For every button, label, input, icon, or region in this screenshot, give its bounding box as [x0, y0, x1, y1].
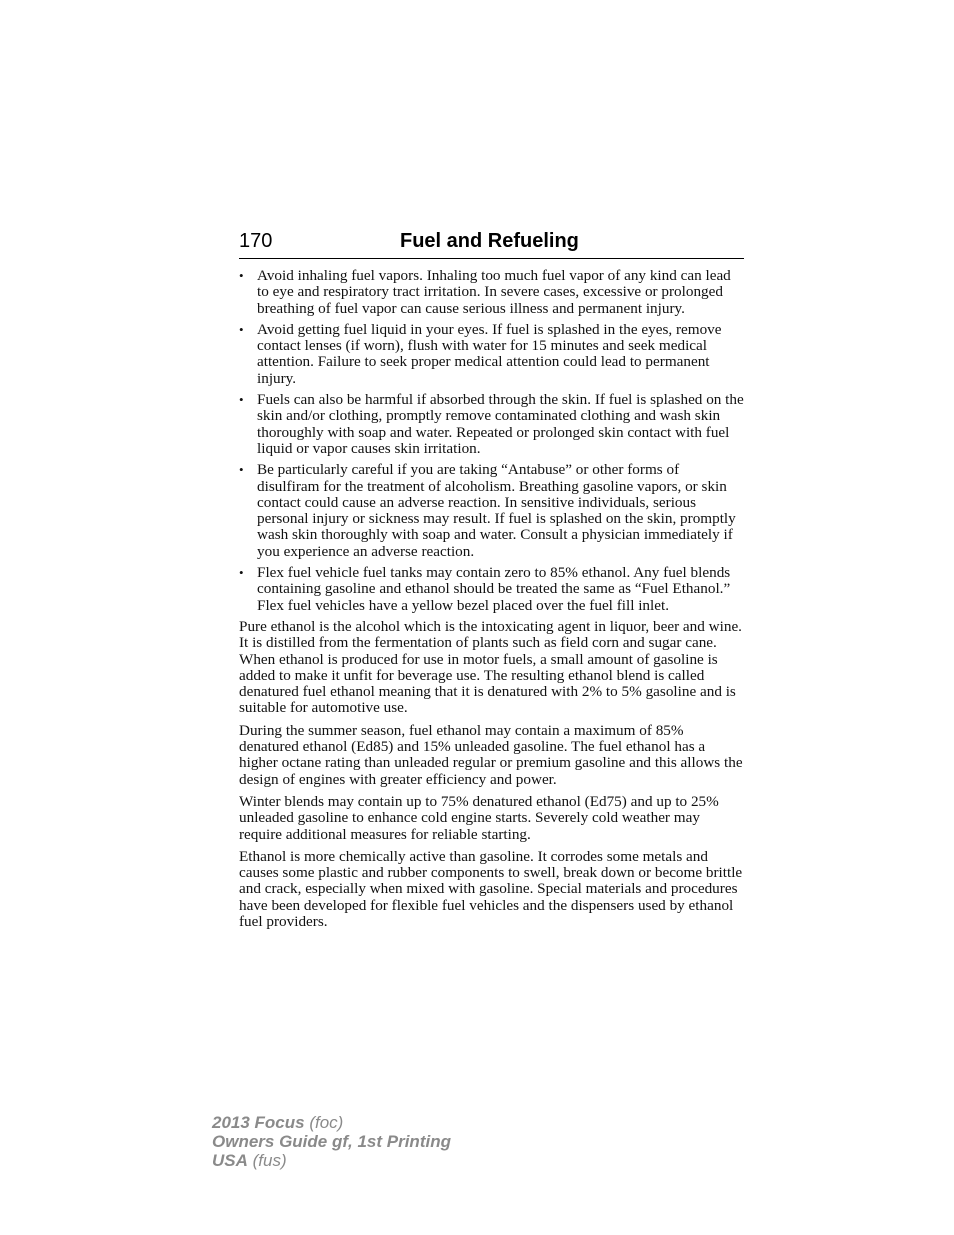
- bullet-text: Be particularly careful if you are taking “Antabuse” or other forms of disulfiram for the treatment of alcoholism. Breathing gasoline vapors, or skin contact could cause an adverse reaction. In sensitive individuals, serious personal injury or sickness may result. If fuel is splashed on the skin, promptly wash skin thoroughly with soap and water. Consult a physician immediately if you experience an adverse reaction.: [257, 461, 736, 560]
- bullet-item: [239, 322, 745, 387]
- footer-model: 2013 Focus: [212, 1113, 305, 1132]
- bullet-text: Avoid getting fuel liquid in your eyes. If fuel is splashed in the eyes, remove contact lenses (if worn), flush with water for 15 minutes and seek medical attention. Failure to seek proper medical attention could lead to permanent injury.: [257, 320, 722, 387]
- bullet-icon: •: [239, 321, 244, 337]
- footer-region: USA: [212, 1151, 248, 1170]
- bullet-text: Avoid inhaling fuel vapors. Inhaling too much fuel vapor of any kind can lead to eye and respiratory tract irritation. In severe cases, excessive or prolonged breathing of fuel vapor can cause serious illness and permanent injury.: [257, 267, 731, 317]
- paragraph-summer-season: During the summer season, fuel ethanol may contain a maximum of 85% denatured ethanol (Ed85) and 15% unleaded gasoline. The fuel ethanol has a higher octane rating than unleaded regular or premium gasoline and this allows the design of engines with greater efficiency and power.: [239, 721, 743, 788]
- bullet-item: [239, 392, 745, 457]
- footer-line-model: [212, 1113, 451, 1132]
- footer-line-region: [212, 1151, 451, 1170]
- paragraph-ethanol-chemistry: Ethanol is more chemically active than gasoline. It corrodes some metals and causes some plastic and rubber components to swell, break down or become brittle and crack, especially when mixed with gasoline. Special materials and procedures have been developed for flexible fuel vehicles and the dispensers used by ethanol fuel providers.: [239, 847, 743, 930]
- bullet-item: [239, 462, 745, 560]
- warning-bullet-list: [239, 268, 745, 614]
- footer: [212, 1113, 451, 1170]
- bullet-item: [239, 565, 745, 614]
- page-title: Fuel and Refueling: [400, 230, 579, 252]
- footer-model-code: (foc): [304, 1113, 344, 1132]
- page-number: 170: [239, 230, 273, 252]
- bullet-icon: •: [239, 268, 244, 283]
- bullet-item: [239, 268, 745, 317]
- paragraph-winter-blends: Winter blends may contain up to 75% denatured ethanol (Ed75) and up to 25% unleaded gasoline to enhance cold engine starts. Severely cold weather may require additional measures for reliable starting.: [239, 792, 719, 843]
- bullet-icon: •: [239, 565, 244, 581]
- bullet-icon: •: [239, 392, 244, 408]
- paragraph-pure-ethanol: Pure ethanol is the alcohol which is the intoxicating agent in liquor, beer and wine. It is distilled from the fermentation of plants such as field corn and sugar cane. When ethanol is produced for use in motor fuels, a small amount of gasoline is added to make it unfit for beverage use. The resulting ethanol blend is called denatured fuel ethanol meaning that it is denatured with 2% to 5% gasoline and is suitable for automotive use.: [239, 617, 742, 717]
- footer-guide: Owners Guide gf, 1st Printing: [212, 1132, 451, 1151]
- bullet-text: Fuels can also be harmful if absorbed through the skin. If fuel is splashed on the skin and/or clothing, promptly remove contaminated clothing and wash skin thoroughly with soap and water. Repeated or prolonged skin contact with fuel liquid or vapor causes skin irritation.: [257, 391, 744, 457]
- footer-region-code: (fus): [247, 1151, 287, 1170]
- bullet-icon: •: [239, 462, 244, 478]
- body-text: [239, 268, 745, 936]
- page-header: [239, 229, 744, 259]
- footer-line-guide: [212, 1132, 451, 1151]
- bullet-text: Flex fuel vehicle fuel tanks may contain zero to 85% ethanol. Any fuel blends containing gasoline and ethanol should be treated the same as “Fuel Ethanol.” Flex fuel vehicles have a yellow bezel placed over the fuel fill inlet.: [257, 564, 731, 614]
